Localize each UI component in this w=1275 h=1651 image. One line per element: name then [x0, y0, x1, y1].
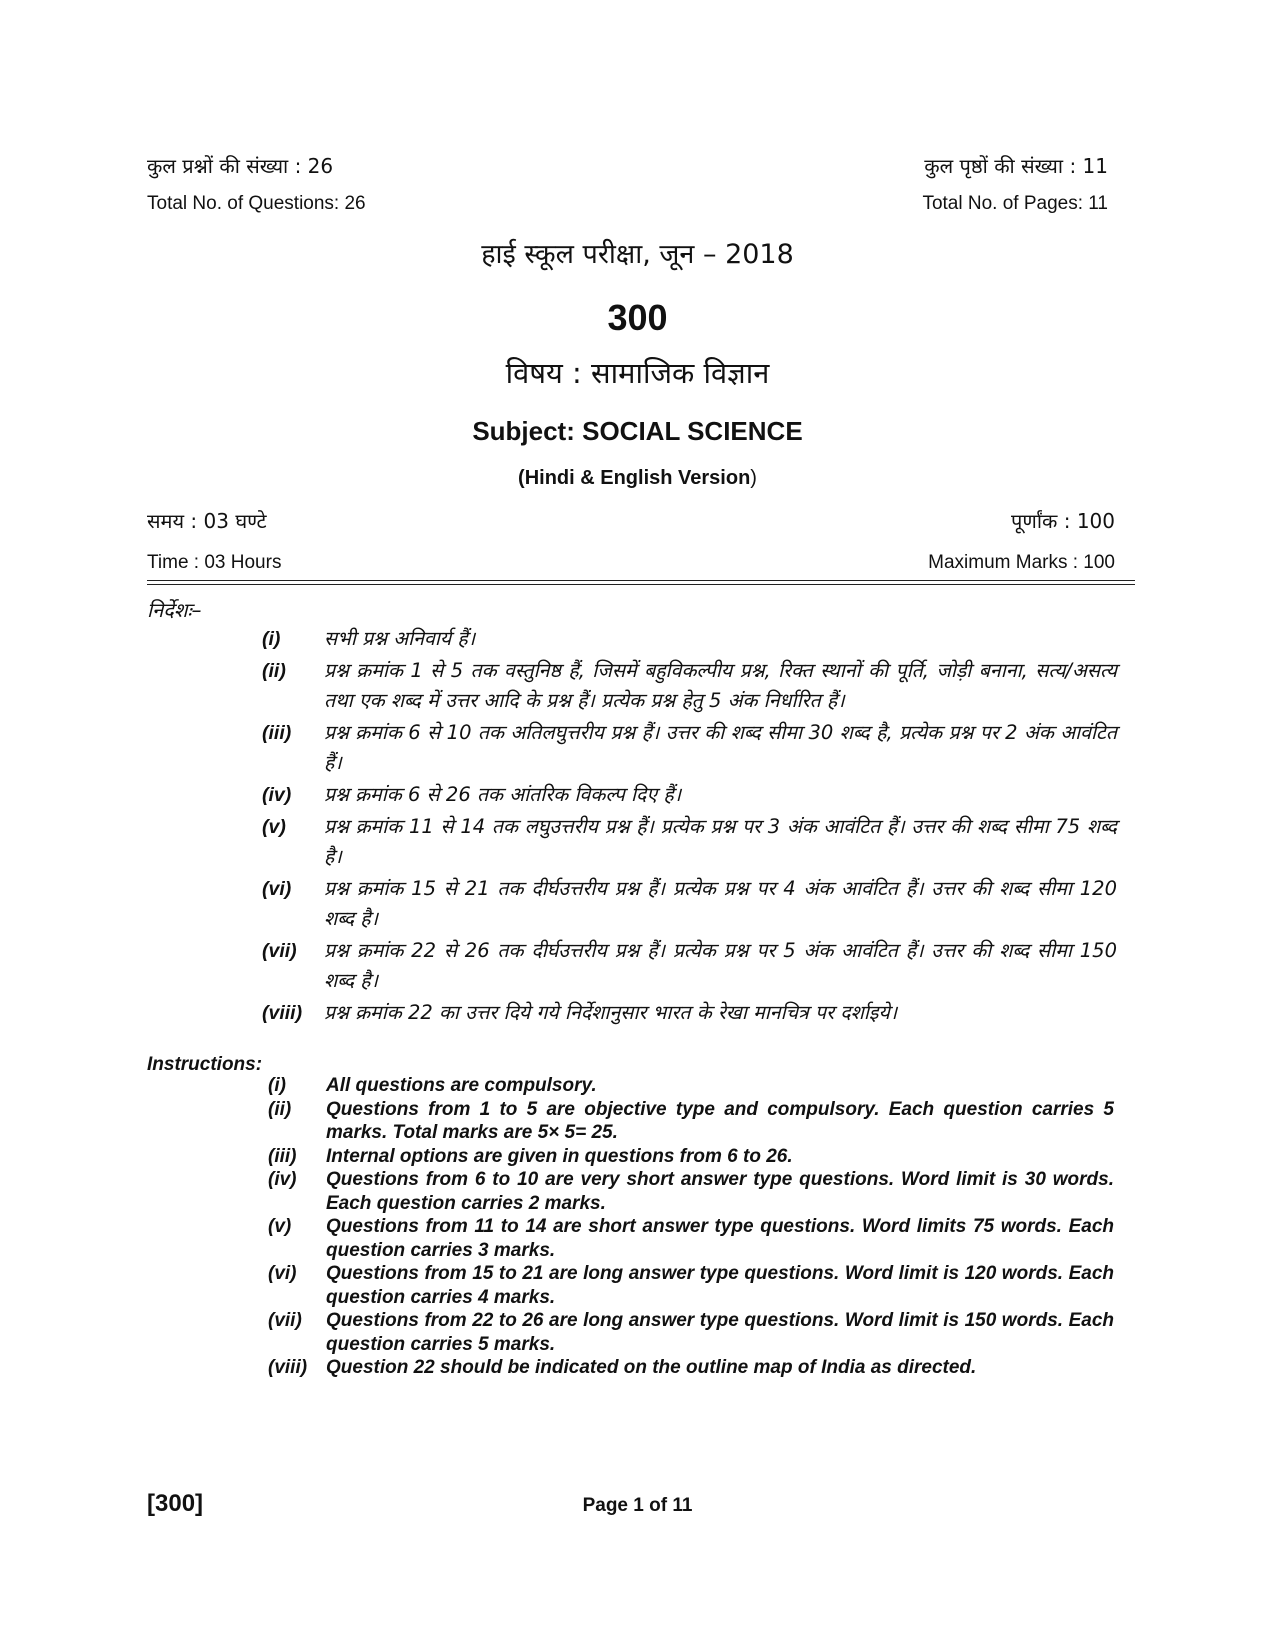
instruction-text: Questions from 1 to 5 are objective type and compulsory. Each question carries 5 marks. Total marks are 5× 5= 25.: [326, 1098, 1114, 1143]
divider-line-top: [147, 580, 1135, 581]
paper-code: 300: [607, 297, 668, 338]
version-text: Hindi & English Version: [524, 467, 751, 489]
instructions-list-english: [268, 1074, 1114, 1380]
instruction-number: (v): [268, 1216, 292, 1237]
instruction-text: Questions from 22 to 26 are long answer type questions. Word limit is 150 words. Each question carries 5 marks.: [326, 1310, 1114, 1355]
instruction-text: Internal options are given in questions from 6 to 26.: [326, 1145, 793, 1167]
instruction-text: प्रश्न क्रमांक 6 से 10 तक अतिलघुत्तरीय प्रश्न हैं। उत्तर की शब्द सीमा 30 शब्द है, प्रत्येक प्रश्न पर 2 अंक आवंटित हैं।: [324, 721, 1117, 774]
instruction-number: (ii): [268, 1098, 292, 1120]
instruction-item-english: [268, 1145, 1114, 1169]
instruction-text: प्रश्न क्रमांक 11 से 14 तक लघुउत्तरीय प्रश्न हैं। प्रत्येक प्रश्न पर 3 अंक आवंटित हैं। उत्तर की शब्द सीमा 75 शब्द है।: [324, 815, 1117, 868]
instruction-item-hindi: [262, 812, 1117, 872]
instruction-number: (vi): [262, 878, 292, 900]
total-questions-english: Total No. of Questions: 26: [147, 193, 366, 214]
instruction-item-english: [268, 1215, 1114, 1262]
instruction-text: सभी प्रश्न अनिवार्य हैं।: [324, 627, 476, 650]
footer-paper-code: [300]: [147, 1490, 204, 1517]
time-english: Time : 03 Hours: [147, 552, 282, 573]
instruction-item-english: [268, 1098, 1114, 1145]
marks-english: Maximum Marks : 100: [928, 552, 1115, 573]
instruction-number: (viii): [268, 1357, 308, 1378]
instruction-text: Question 22 should be indicated on the outline map of India as directed.: [326, 1357, 977, 1378]
total-pages-english: Total No. of Pages: 11: [922, 193, 1108, 214]
version-paren-close: ): [750, 467, 757, 489]
version-paren-open: (: [518, 467, 525, 489]
instruction-number: (vii): [262, 940, 297, 962]
instruction-text: All questions are compulsory.: [326, 1075, 597, 1096]
instruction-number: (i): [262, 628, 281, 650]
instruction-item-english: [268, 1309, 1114, 1356]
instruction-item-hindi: [262, 780, 1117, 810]
time-hindi: समय : 03 घण्टे: [147, 509, 267, 533]
instruction-text: प्रश्न क्रमांक 15 से 21 तक दीर्घउत्तरीय प्रश्न हैं। प्रत्येक प्रश्न पर 4 अंक आवंटित हैं। उत्तर की शब्द सीमा 120 शब्द है।: [324, 877, 1117, 930]
instruction-number: (i): [268, 1075, 286, 1096]
instruction-number: (vi): [268, 1263, 297, 1284]
instruction-item-english: [268, 1074, 1114, 1098]
instruction-item-hindi: [262, 656, 1117, 716]
instruction-item-english: [268, 1356, 1114, 1380]
instruction-item-hindi: [262, 718, 1117, 778]
instruction-item-english: [268, 1262, 1114, 1309]
instruction-text: Questions from 11 to 14 are short answer type questions. Word limits 75 words. Each question carries 3 marks.: [326, 1216, 1114, 1261]
exam-title-hindi: हाई स्कूल परीक्षा, जून – 2018: [481, 239, 794, 270]
instruction-item-hindi: [262, 936, 1117, 996]
instruction-item-hindi: [262, 624, 1117, 654]
instructions-heading-english: Instructions:: [147, 1054, 263, 1075]
instruction-number: (viii): [262, 1002, 303, 1024]
subject-hindi: विषय : सामाजिक विज्ञान: [505, 356, 770, 390]
instruction-number: (vii): [268, 1310, 302, 1331]
total-questions-hindi: कुल प्रश्नों की संख्या : 26: [147, 154, 334, 178]
footer-page-number: Page 1 of 11: [582, 1495, 693, 1516]
instruction-number: (iii): [262, 722, 292, 744]
instruction-number: (iv): [262, 784, 292, 806]
instruction-number: (iv): [268, 1169, 297, 1190]
instructions-heading-hindi: निर्देशः–: [147, 598, 202, 622]
instruction-number: (ii): [262, 660, 286, 682]
instruction-text: प्रश्न क्रमांक 22 का उत्तर दिये गये निर्देशानुसार भारत के रेखा मानचित्र पर दर्शाइये।: [324, 1001, 898, 1024]
instruction-item-hindi: [262, 874, 1117, 934]
instructions-list-hindi: [262, 624, 1117, 1030]
instruction-number: (iii): [268, 1145, 297, 1167]
subject-english: Subject: SOCIAL SCIENCE: [472, 416, 803, 446]
instruction-text: प्रश्न क्रमांक 1 से 5 तक वस्तुनिष्ठ हैं, जिसमें बहुविकल्पीय प्रश्न, रिक्त स्थानों की पूर्ति, जोड़ी बनाना, सत्य/असत्य तथा एक शब्द में उत्तर आदि के प्रश्न हैं। प्रत्येक प्रश्न हेतु 5 अंक निर्धारित हैं।: [324, 659, 1117, 712]
instruction-text: प्रश्न क्रमांक 22 से 26 तक दीर्घउत्तरीय प्रश्न हैं। प्रत्येक प्रश्न पर 5 अंक आवंटित हैं। उत्तर की शब्द सीमा 150 शब्द है।: [324, 939, 1117, 992]
instruction-number: (v): [262, 816, 286, 838]
divider-line-bottom: [147, 584, 1135, 585]
instruction-item-english: [268, 1168, 1114, 1215]
instruction-item-hindi: [262, 998, 1117, 1028]
instruction-text: Questions from 15 to 21 are long answer type questions. Word limit is 120 words. Each question carries 4 marks.: [326, 1263, 1114, 1308]
total-pages-hindi: कुल पृष्ठों की संख्या : 11: [924, 154, 1108, 178]
marks-hindi: पूर्णांक : 100: [1011, 509, 1115, 533]
instruction-text: प्रश्न क्रमांक 6 से 26 तक आंतरिक विकल्प दिए हैं।: [324, 783, 682, 806]
version-note: [0, 467, 1275, 490]
instruction-text: Questions from 6 to 10 are very short answer type questions. Word limit is 30 words. Each question carries 2 marks.: [326, 1169, 1114, 1214]
